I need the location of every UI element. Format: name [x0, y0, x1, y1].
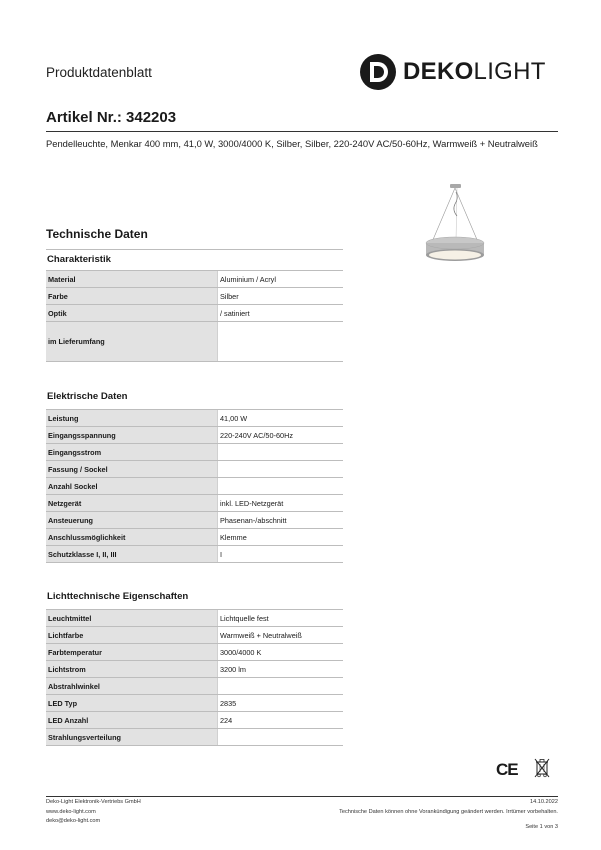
pendant-lamp-image [420, 182, 510, 272]
spec-value [217, 678, 343, 694]
company-website: www.deko-light.com [46, 808, 96, 815]
spec-value: Lichtquelle fest [217, 610, 343, 626]
spec-label: Ansteuerung [46, 512, 217, 528]
table-row [46, 695, 343, 712]
spec-label: Optik [46, 305, 217, 321]
spec-value: / satiniert [217, 305, 343, 321]
table-row [46, 271, 343, 288]
spec-label: Netzgerät [46, 495, 217, 511]
spec-value: Phasenan-/abschnitt [217, 512, 343, 528]
ce-mark-icon: CE [496, 760, 518, 779]
spec-table [46, 270, 343, 362]
spec-value: 3200 lm [217, 661, 343, 677]
technical-data-title: Technische Daten [46, 227, 148, 241]
section-title: Elektrische Daten [47, 391, 128, 402]
spec-label: Lichtstrom [46, 661, 217, 677]
table-row [46, 512, 343, 529]
table-row [46, 444, 343, 461]
logo-text-light: LIGHT [473, 58, 546, 85]
technical-data-divider [46, 249, 343, 250]
spec-label: Farbe [46, 288, 217, 304]
table-row [46, 627, 343, 644]
deko-logo-icon [359, 53, 397, 91]
deko-light-logo [359, 53, 546, 91]
logo-text-bold: DEKO [403, 58, 474, 85]
table-row [46, 322, 343, 362]
spec-label: Schutzklasse I, II, III [46, 546, 217, 562]
spec-value: Warmweiß + Neutralweiß [217, 627, 343, 643]
spec-value: Silber [217, 288, 343, 304]
spec-table [46, 409, 343, 563]
table-row [46, 305, 343, 322]
page-number: Seite 1 von 3 [525, 824, 558, 830]
table-row [46, 529, 343, 546]
section-elektrische-daten [46, 389, 343, 563]
table-row [46, 478, 343, 495]
section-title: Lichttechnische Eigenschaften [47, 591, 189, 602]
spec-label: Abstrahlwinkel [46, 678, 217, 694]
spec-label: Fassung / Sockel [46, 461, 217, 477]
table-row [46, 410, 343, 427]
footer-legal [339, 798, 558, 817]
section-lichttechnische-eigenschaften [46, 589, 343, 746]
spec-label: Anschlussmöglichkeit [46, 529, 217, 545]
section-title: Charakteristik [47, 254, 111, 265]
spec-label: Eingangsspannung [46, 427, 217, 443]
table-row [46, 495, 343, 512]
table-row [46, 546, 343, 563]
spec-table [46, 609, 343, 746]
spec-value: I [217, 546, 343, 562]
crossed-bin-icon [534, 757, 550, 779]
spec-label: LED Typ [46, 695, 217, 711]
spec-value: 224 [217, 712, 343, 728]
document-type: Produktdatenblatt [46, 65, 152, 80]
footer-divider [46, 796, 558, 797]
spec-value [217, 322, 343, 361]
table-row [46, 288, 343, 305]
spec-value [217, 444, 343, 460]
spec-label: Anzahl Sockel [46, 478, 217, 494]
footer-company-info [46, 798, 141, 827]
company-email: deko@deko-light.com [46, 818, 101, 824]
table-row [46, 644, 343, 661]
spec-value [217, 729, 343, 745]
spec-value: Klemme [217, 529, 343, 545]
spec-value: 3000/4000 K [217, 644, 343, 660]
table-row [46, 729, 343, 746]
spec-label: Farbtemperatur [46, 644, 217, 660]
spec-value [217, 461, 343, 477]
spec-value [217, 478, 343, 494]
article-title: Artikel Nr.: 342203 [46, 109, 177, 126]
spec-label: Leuchtmittel [46, 610, 217, 626]
spec-value: 2835 [217, 695, 343, 711]
spec-label: Strahlungsverteilung [46, 729, 217, 745]
table-row [46, 461, 343, 478]
spec-label: Lichtfarbe [46, 627, 217, 643]
table-row [46, 661, 343, 678]
table-row [46, 678, 343, 695]
spec-value: inkl. LED-Netzgerät [217, 495, 343, 511]
article-description: Pendelleuchte, Menkar 400 mm, 41,0 W, 3000/4000 K, Silber, Silber, 220-240V AC/50-60Hz, Warmweiß + Neutralweiß [46, 138, 538, 149]
disclaimer: Technische Daten können ohne Vorankündigung geändert werden. Irrtümer vorbehalten. [339, 808, 558, 815]
spec-label: im Lieferumfang [46, 322, 217, 361]
table-row [46, 427, 343, 444]
company-name: Deko-Light Elektronik-Vertriebs GmbH [46, 799, 141, 805]
title-divider [46, 131, 558, 132]
spec-value: Aluminium / Acryl [217, 271, 343, 287]
table-row [46, 712, 343, 729]
spec-label: Leistung [46, 410, 217, 426]
spec-value: 220-240V AC/50-60Hz [217, 427, 343, 443]
document-date: 14.10.2022 [530, 799, 558, 805]
spec-label: Eingangsstrom [46, 444, 217, 460]
table-row [46, 610, 343, 627]
spec-label: LED Anzahl [46, 712, 217, 728]
spec-label: Material [46, 271, 217, 287]
spec-value: 41,00 W [217, 410, 343, 426]
section-charakteristik [46, 252, 343, 362]
